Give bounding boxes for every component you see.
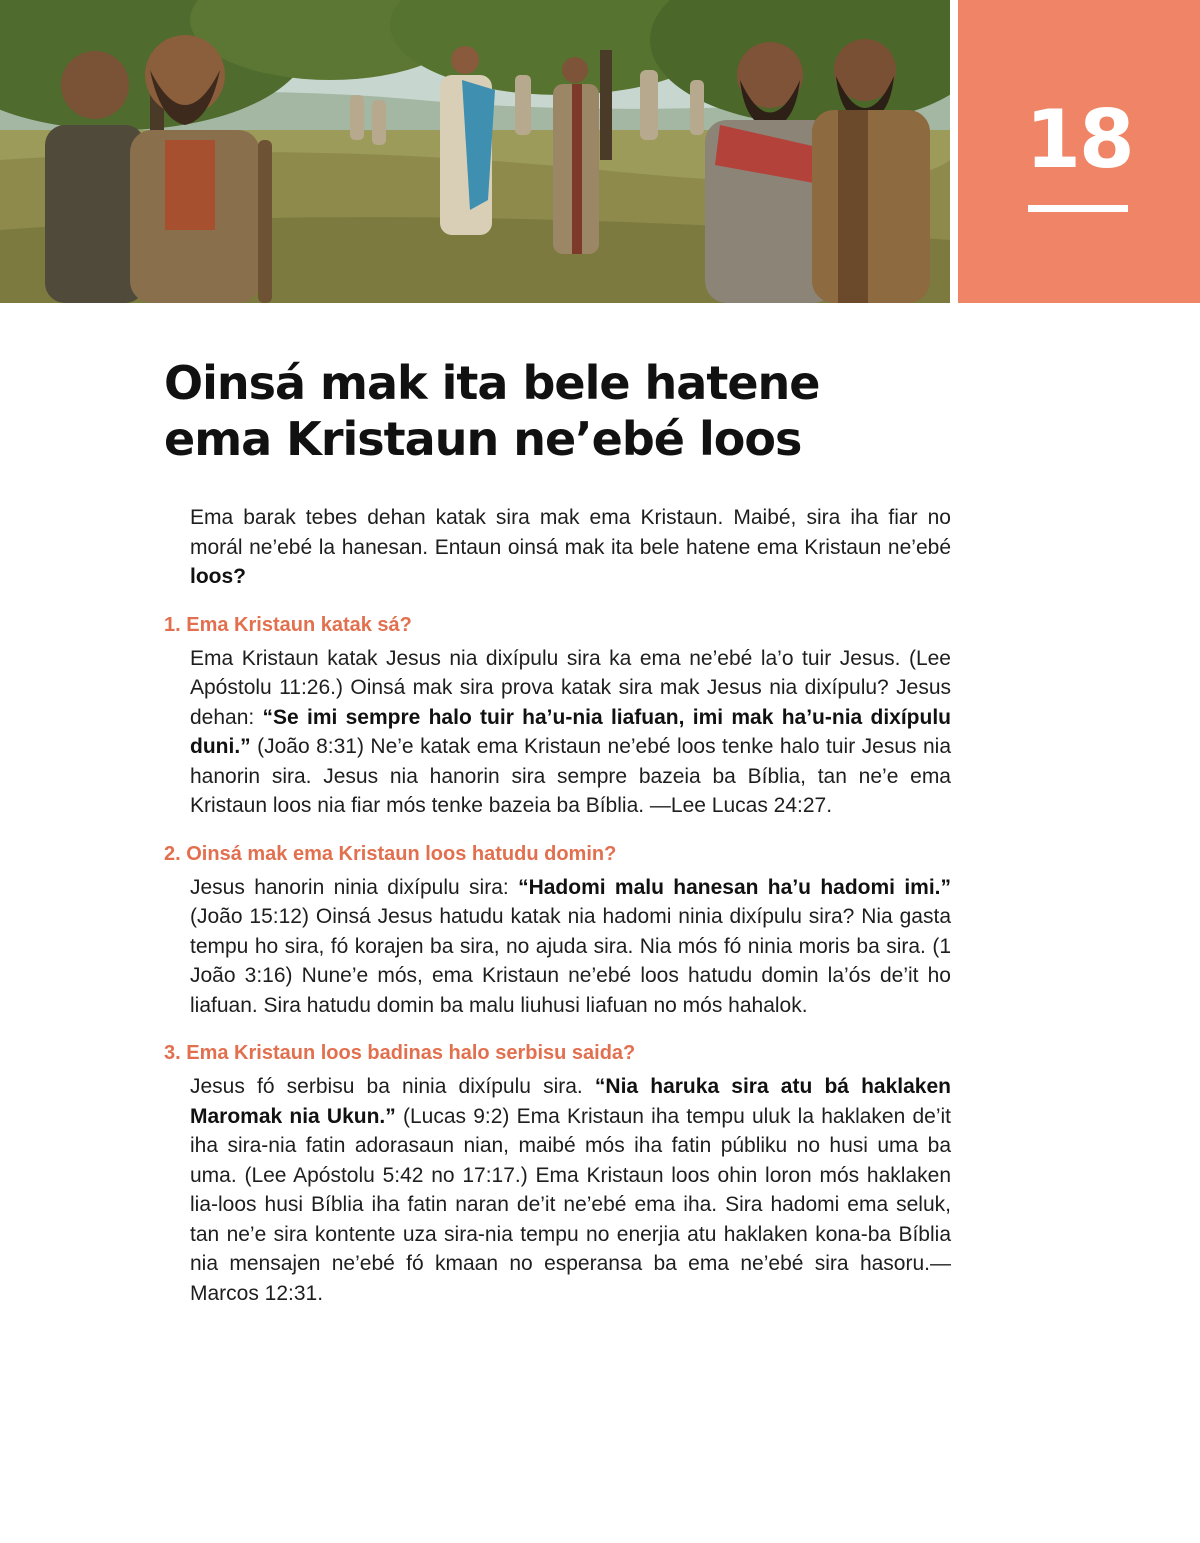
lesson-number: 18 xyxy=(1025,93,1133,186)
section-text: (João 15:12) Oinsá Jesus hatudu katak nia hadomi ninia dixípulu sira? Nia gasta tempu ho sira, fó korajen ba sira, no ajuda sira. Nia mós fó ninia moris ba sira. (1 João 3:16) Nune’e mós, ema Kristaun ne’ebé loos hatudu domin la’ós de’it ho liafuan. Sira hatudu domin ba malu liuhusi liafuan no mós hahalok. xyxy=(190,905,951,1017)
section-paragraph xyxy=(190,644,951,821)
scripture-quote: “Nia haruka sira atu bá haklaken Maromak nia Ukun.” xyxy=(190,1075,951,1128)
disciples-walking-illustration xyxy=(0,0,950,303)
section-1 xyxy=(164,612,951,821)
section-heading: 2. Oinsá mak ema Kristaun loos hatudu domin? xyxy=(164,842,617,865)
section-3 xyxy=(164,1040,951,1308)
section-text: (João 8:31) Ne’e katak ema Kristaun ne’ebé loos tenke halo tuir Jesus nia hanorin sira. Jesus nia hanorin sira sempre bazeia ba Bíblia, tan ne’e ema Kristaun loos nia fiar mós tenke bazeia ba Bíblia. —Lee Lucas 24:27. xyxy=(190,735,951,817)
section-text: Jesus fó serbisu ba ninia dixípulu sira. xyxy=(190,1075,595,1098)
section-heading: 1. Ema Kristaun katak sá? xyxy=(164,613,412,636)
intro-paragraph xyxy=(190,503,951,592)
number-underline xyxy=(1028,205,1128,212)
section-text: Ema Kristaun katak Jesus nia dixípulu sira ka ema ne’ebé la’o tuir Jesus. (Lee Apóstolu 11:26.) Oinsá mak sira prova katak sira mak Jesus nia dixípulu? Jesus dehan: xyxy=(190,646,951,729)
scripture-quote: “Hadomi malu hanesan ha’u hadomi imi.” xyxy=(518,875,952,899)
title-line-2: ema Kristaun ne’ebé loos xyxy=(164,412,802,466)
section-2 xyxy=(164,841,951,1021)
section-paragraph xyxy=(190,1072,951,1308)
section-text: (Lucas 9:2) Ema Kristaun iha tempu uluk la haklaken de’it iha sira-nia fatin adorasaun nian, maibé mós iha fatin públiku no husi uma ba uma. (Lee Apóstolu 5:42 no 17:17.) Ema Kristaun loos ohin loron mós haklaken lia-loos husi Bíblia iha fatin naran de’it ne’ebé ema iha. Sira hadomi ema seluk, tan ne’e sira kontente uza sira-nia tempu no enerjia atu haklaken kona-ba Bíblia nia mensajen ne’ebé fó kmaan no esperansa ba ema ne’ebé sira hasoru.—Marcos 12:31. xyxy=(190,1104,951,1305)
section-text: Jesus hanorin ninia dixípulu sira: xyxy=(190,875,519,899)
intro-text: Ema barak tebes dehan katak sira mak ema Kristaun. Maibé, sira iha fiar no morál ne’ebé la hanesan. Entaun oinsá mak ita bele hatene ema Kristaun ne’ebé xyxy=(190,506,951,559)
section-paragraph xyxy=(190,873,951,1021)
scripture-quote: “Se imi sempre halo tuir ha’u-nia liafuan, imi mak ha’u-nia dixípulu duni.” xyxy=(190,705,951,758)
title-line-1: Oinsá mak ita bele hatene xyxy=(164,356,820,410)
header-illustration xyxy=(0,0,950,303)
lesson-body xyxy=(164,503,951,1308)
page-title xyxy=(164,355,964,467)
lesson-number-badge xyxy=(958,0,1200,303)
intro-bold: loos? xyxy=(190,565,246,588)
section-heading: 3. Ema Kristaun loos badinas halo serbisu saida? xyxy=(164,1042,636,1064)
